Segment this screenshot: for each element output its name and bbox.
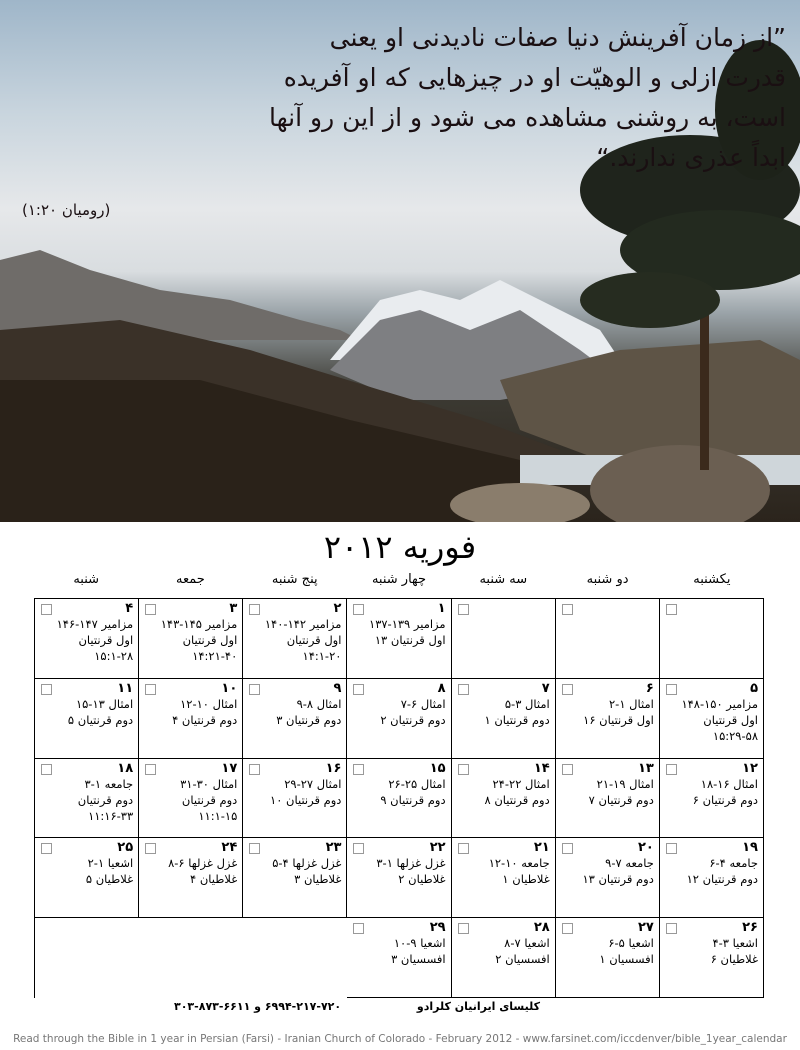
- reading-text: جامعه ۱۰-۱۲: [488, 856, 550, 871]
- reading-checkbox[interactable]: [458, 764, 469, 775]
- weekday-label: جمعه: [176, 572, 205, 587]
- reading-text: امثال ۶-۷: [400, 696, 446, 711]
- day-cell: [452, 759, 556, 839]
- reading-text: دوم قرنتیان ۹: [380, 792, 446, 807]
- day-cell: [452, 679, 556, 759]
- day-cell: [35, 679, 139, 759]
- reading-checkbox[interactable]: [458, 923, 469, 934]
- day-cell: [660, 679, 764, 759]
- day-number: ۲۲: [429, 840, 446, 856]
- reading-checkbox[interactable]: [145, 604, 156, 615]
- reading-text: دوم قرنتیان ۵: [67, 712, 134, 727]
- reading-text: غلاطیان ۵: [85, 872, 134, 887]
- day-cell: [660, 759, 764, 839]
- reading-checkbox[interactable]: [666, 604, 677, 615]
- day-cell: [556, 599, 660, 679]
- church-name: کلیسای ایرانیان کلرادو: [416, 1000, 540, 1013]
- day-cell: [139, 918, 243, 998]
- verse-reference: (رومیان ۱:۲۰): [22, 201, 111, 219]
- day-cell: [35, 759, 139, 839]
- reading-text: اول قرنتیان: [182, 633, 238, 647]
- day-cell: [139, 759, 243, 839]
- phone-numbers: ۶۹۹۴-۲۱۷-۷۲۰ و ۶۶۱۱-۸۷۳-۳۰۳: [174, 1000, 342, 1013]
- day-number: ۲۱: [533, 840, 550, 856]
- weekday-label: دو شنبه: [586, 572, 629, 587]
- reading-text: امثال ۳-۵: [504, 696, 550, 711]
- day-number: ۲۵: [117, 840, 134, 856]
- day-number: ۵: [750, 680, 758, 696]
- reading-text: اول قرنتیان ۱۶: [583, 712, 654, 727]
- calendar-grid: [34, 598, 764, 998]
- reading-text: دوم قرنتیان: [181, 792, 238, 807]
- reading-text: امثال ۱۰-۱۲: [180, 696, 238, 711]
- reading-text: اشعیا ۵-۶: [608, 936, 654, 951]
- reading-text: غلاطیان ۳: [294, 872, 342, 887]
- reading-text: مزامیر ۱۴۵-۱۴۳: [160, 617, 238, 631]
- day-cell: [243, 599, 347, 679]
- reading-checkbox[interactable]: [562, 604, 573, 615]
- reading-text: دوم قرنتیان ۶: [692, 792, 758, 807]
- reading-checkbox[interactable]: [41, 604, 52, 615]
- day-number: ۱۲: [742, 760, 758, 776]
- reading-checkbox[interactable]: [145, 764, 156, 775]
- day-cell: [35, 599, 139, 679]
- reading-text: ۱۱:۱-۱۵: [198, 808, 238, 823]
- reading-text: ۱۵:۲۹-۵۸: [712, 728, 758, 743]
- day-cell: [243, 679, 347, 759]
- reading-checkbox[interactable]: [353, 684, 364, 695]
- reading-checkbox[interactable]: [562, 684, 573, 695]
- day-number: ۱۱: [117, 680, 134, 696]
- day-number: ۲۶: [742, 920, 758, 936]
- reading-text: اشعیا ۹-۱۰: [393, 936, 446, 951]
- day-cell: [347, 679, 451, 759]
- day-number: ۹: [333, 680, 342, 696]
- reading-checkbox[interactable]: [666, 684, 677, 695]
- day-number: ۲۰: [637, 840, 654, 856]
- reading-text: افسسیان ۳: [391, 952, 446, 967]
- day-number: ۳: [229, 601, 238, 616]
- reading-text: دوم قرنتیان ۲: [380, 712, 446, 727]
- weekday-header: [34, 572, 764, 594]
- day-number: ۱۴: [533, 760, 550, 776]
- reading-text: غلاطیان ۱: [502, 872, 550, 887]
- day-cell: [347, 838, 451, 918]
- day-cell: [452, 838, 556, 918]
- reading-text: اول قرنتیان ۱۳: [374, 633, 446, 647]
- day-cell: [556, 679, 660, 759]
- reading-checkbox[interactable]: [249, 843, 260, 854]
- day-cell: [139, 679, 243, 759]
- day-number: ۲۸: [533, 920, 550, 936]
- day-cell: [660, 599, 764, 679]
- reading-checkbox[interactable]: [458, 604, 469, 615]
- reading-text: دوم قرنتیان ۸: [484, 792, 550, 807]
- reading-checkbox[interactable]: [353, 843, 364, 854]
- day-number: ۲۴: [221, 840, 238, 856]
- day-cell: [452, 918, 556, 998]
- day-number: ۱: [437, 601, 446, 616]
- reading-checkbox[interactable]: [562, 923, 573, 934]
- reading-text: افسسیان ۱: [599, 952, 654, 967]
- reading-text: دوم قرنتیان ۱۲: [686, 872, 758, 887]
- day-cell: [243, 918, 347, 998]
- reading-text: دوم قرنتیان ۱: [484, 712, 550, 727]
- reading-checkbox[interactable]: [666, 764, 677, 775]
- reading-text: امثال ۸-۹: [296, 696, 342, 711]
- reading-text: مزامیر ۱۳۹-۱۳۷: [369, 617, 446, 631]
- reading-checkbox[interactable]: [666, 843, 677, 854]
- reading-text: مزامیر ۱۴۷-۱۴۶: [56, 617, 134, 631]
- reading-text: غزل غزلها ۶-۸: [168, 856, 238, 871]
- reading-checkbox[interactable]: [249, 684, 260, 695]
- reading-text: ۱۴:۱-۲۰: [302, 649, 342, 663]
- reading-text: دوم قرنتیان ۱۳: [582, 872, 654, 887]
- reading-text: جامعه ۱-۳: [84, 776, 134, 791]
- reading-text: افسسیان ۲: [495, 952, 550, 967]
- reading-text: امثال ۲۷-۲۹: [284, 776, 342, 791]
- reading-text: غزل غزلها ۴-۵: [272, 856, 342, 871]
- contact-line: [0, 1000, 800, 1016]
- weekday-label: یکشنبه: [693, 572, 731, 587]
- reading-checkbox[interactable]: [562, 843, 573, 854]
- reading-text: دوم قرنتیان ۱۰: [270, 792, 342, 807]
- verse-text: ”از زمان آفرینش دنیا صفات نادیدنی او یعنی قدرت ازلی و الوهیّت او در چیزهایی که او آفریده است، به روشنی مشاهده می شود و از این رو آنها ابداً عذری ندارند.“: [269, 23, 786, 172]
- reading-text: ۱۵:۱-۲۸: [94, 649, 134, 663]
- footer-credit: Read through the Bible in 1 year in Persian (Farsi) - Iranian Church of Colorado - February 2012 - www.farsinet.com/iccdenver/bible_1year_calendar: [13, 1033, 787, 1045]
- day-number: ۱۳: [637, 760, 654, 776]
- reading-text: مزامیر ۱۵۰-۱۴۸: [681, 696, 758, 711]
- day-cell: [35, 838, 139, 918]
- reading-text: جامعه ۷-۹: [605, 856, 654, 871]
- reading-checkbox[interactable]: [562, 764, 573, 775]
- day-cell: [139, 838, 243, 918]
- reading-text: غلاطیان ۶: [710, 952, 758, 967]
- reading-text: غزل غزلها ۱-۳: [376, 856, 446, 871]
- reading-text: ۱۱:۱۶-۳۳: [88, 808, 134, 823]
- weekday-label: شنبه: [73, 572, 100, 587]
- day-number: ۷: [541, 680, 550, 696]
- weekday-label: پنج شنبه: [271, 572, 318, 587]
- reading-text: دوم قرنتیان ۴: [172, 712, 238, 727]
- reading-text: مزامیر ۱۴۲-۱۴۰: [264, 617, 342, 631]
- reading-checkbox[interactable]: [249, 604, 260, 615]
- day-cell: [452, 599, 556, 679]
- day-number: ۱۰: [221, 680, 238, 696]
- reading-text: امثال ۱۹-۲۱: [596, 776, 654, 791]
- reading-checkbox[interactable]: [145, 684, 156, 695]
- day-number: ۱۹: [742, 840, 758, 856]
- day-number: ۲۷: [637, 920, 654, 936]
- reading-text: امثال ۳۰-۳۱: [180, 776, 238, 791]
- reading-text: اشعیا ۷-۸: [504, 936, 550, 951]
- reading-text: امثال ۱۳-۱۵: [75, 696, 134, 711]
- day-cell: [660, 838, 764, 918]
- day-cell: [347, 918, 451, 998]
- reading-checkbox[interactable]: [145, 843, 156, 854]
- day-cell: [556, 838, 660, 918]
- day-number: ۱۶: [325, 760, 342, 776]
- reading-checkbox[interactable]: [458, 684, 469, 695]
- reading-text: دوم قرنتیان: [77, 792, 134, 807]
- day-cell: [660, 918, 764, 998]
- weekday-label: سه شنبه: [479, 572, 528, 587]
- day-cell: [556, 918, 660, 998]
- reading-checkbox[interactable]: [41, 684, 52, 695]
- reading-checkbox[interactable]: [458, 843, 469, 854]
- day-number: ۱۸: [117, 760, 134, 776]
- reading-text: اول قرنتیان: [286, 633, 342, 647]
- day-number: ۱۷: [221, 760, 238, 776]
- day-number: ۲۳: [325, 840, 342, 856]
- day-number: ۲۹: [429, 920, 446, 936]
- reading-text: غلاطیان ۴: [190, 872, 238, 887]
- month-title: فوریه ۲۰۱۲: [323, 528, 477, 566]
- reading-text: اشعیا ۱-۲: [87, 856, 134, 871]
- reading-checkbox[interactable]: [41, 764, 52, 775]
- day-cell: [35, 918, 139, 998]
- reading-text: غلاطیان ۲: [398, 872, 446, 887]
- reading-checkbox[interactable]: [249, 764, 260, 775]
- day-cell: [243, 838, 347, 918]
- day-number: ۸: [437, 680, 446, 696]
- day-cell: [347, 759, 451, 839]
- day-cell: [556, 759, 660, 839]
- reading-text: ۱۴:۲۱-۴۰: [192, 649, 238, 663]
- reading-text: اشعیا ۳-۴: [712, 936, 758, 951]
- weekday-label: چهار شنبه: [371, 572, 427, 587]
- hero-photo: [0, 0, 800, 522]
- reading-text: جامعه ۴-۶: [709, 856, 758, 871]
- day-number: ۲: [333, 601, 342, 616]
- reading-text: اول قرنتیان: [703, 712, 758, 727]
- day-number: ۴: [125, 601, 134, 616]
- day-number: ۶: [645, 680, 654, 696]
- reading-text: امثال ۱-۲: [608, 696, 654, 711]
- reading-checkbox[interactable]: [41, 843, 52, 854]
- reading-text: امثال ۱۶-۱۸: [700, 776, 758, 791]
- reading-text: اول قرنتیان: [78, 633, 134, 647]
- day-cell: [243, 759, 347, 839]
- reading-checkbox[interactable]: [666, 923, 677, 934]
- day-cell: [347, 599, 451, 679]
- reading-text: امثال ۲۵-۲۶: [388, 776, 446, 791]
- reading-checkbox[interactable]: [353, 923, 364, 934]
- day-cell: [139, 599, 243, 679]
- reading-checkbox[interactable]: [353, 764, 364, 775]
- reading-text: دوم قرنتیان ۳: [276, 712, 342, 727]
- reading-checkbox[interactable]: [353, 604, 364, 615]
- reading-text: دوم قرنتیان ۷: [588, 792, 654, 807]
- reading-text: امثال ۲۲-۲۴: [492, 776, 550, 791]
- day-number: ۱۵: [429, 760, 446, 776]
